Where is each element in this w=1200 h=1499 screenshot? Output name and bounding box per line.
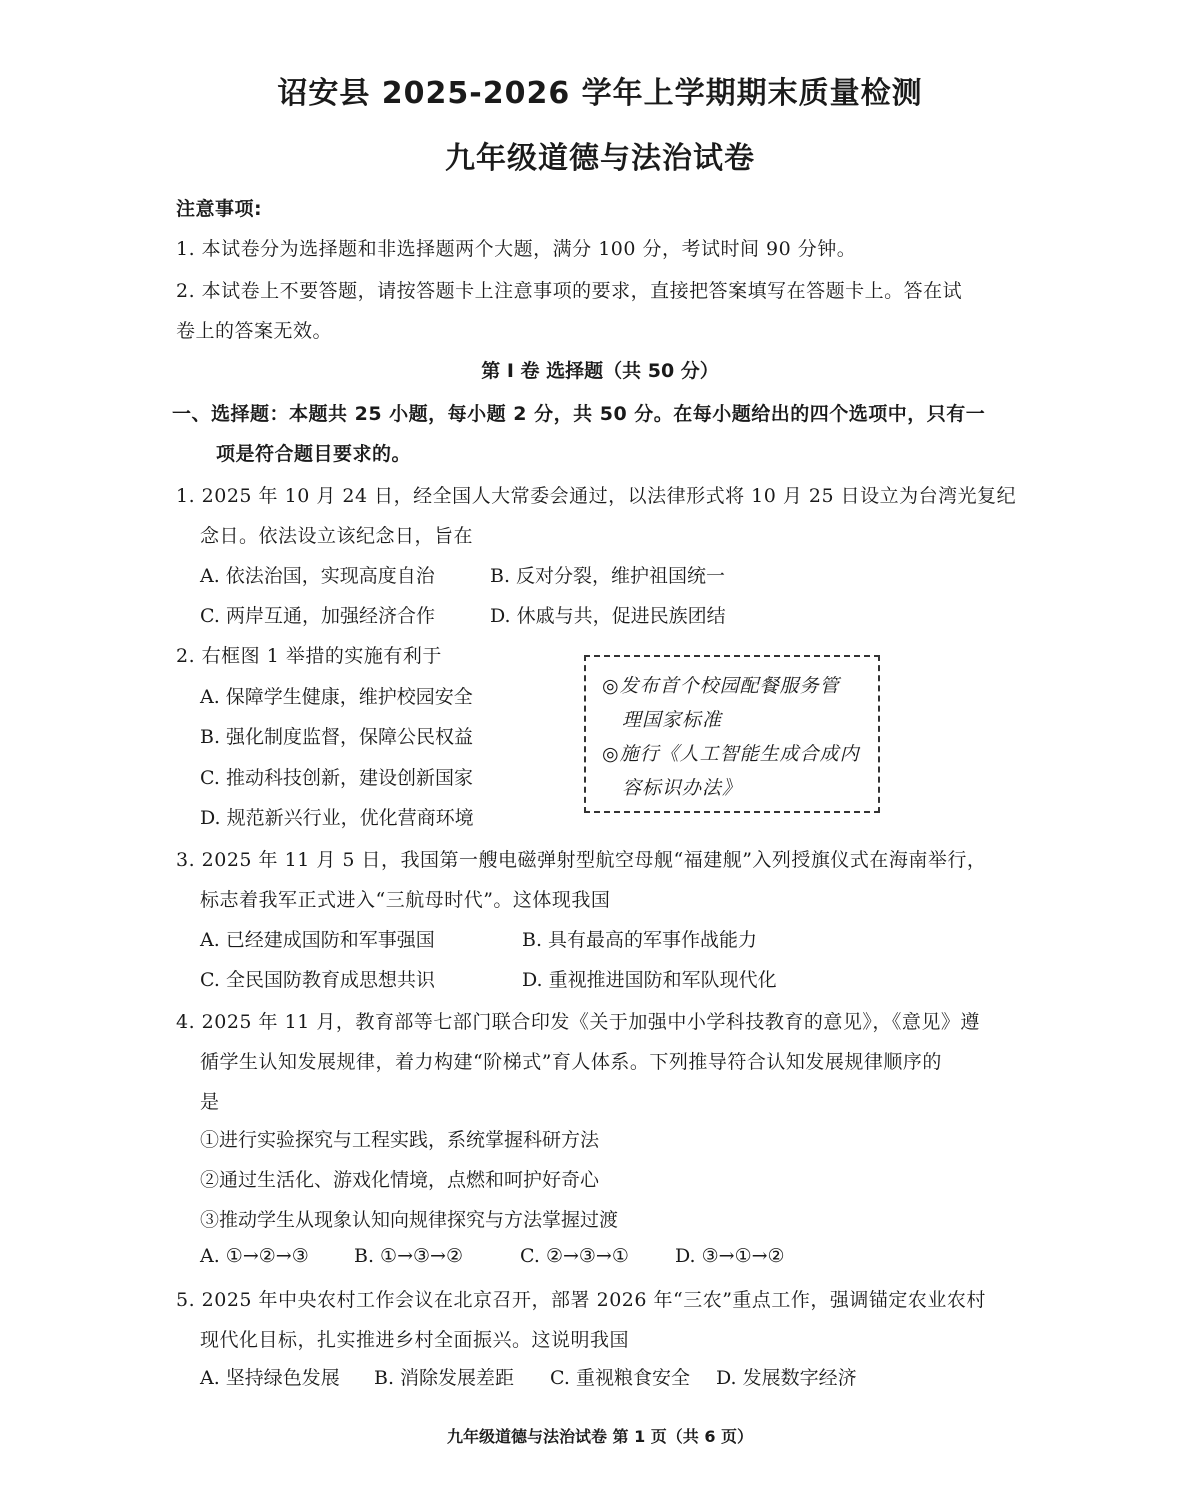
- notice-item-2-line-1: 2. 本试卷上不要答题，请按答题卡上注意事项的要求，直接把答案填写在答题卡上。答在试: [176, 280, 963, 302]
- q4-option-a: A. ①→②→③: [200, 1245, 309, 1267]
- q5-option-c: C. 重视粮食安全: [550, 1367, 690, 1389]
- q4-option-c: C. ②→③→①: [520, 1245, 629, 1267]
- section-instruction-line-1: 一、选择题：本题共 25 小题，每小题 2 分，共 50 分。在每小题给出的四个选项中，只有一: [172, 403, 986, 425]
- q1-option-d: D. 休戚与共，促进民族团结: [490, 605, 726, 627]
- q4-item-1: ①进行实验探究与工程实践，系统掌握科研方法: [200, 1129, 600, 1151]
- figure-1-line-4: 容标识办法》: [622, 777, 743, 799]
- q5-option-d: D. 发展数字经济: [716, 1367, 857, 1389]
- q1-stem-line-1: 1. 2025 年 10 月 24 日，经全国人大常委会通过，以法律形式将 10 月 25 日设立为台湾光复纪: [176, 485, 1017, 507]
- q1-stem-line-2: 念日。依法设立该纪念日，旨在: [200, 525, 474, 547]
- q3-option-c: C. 全民国防教育成思想共识: [200, 969, 435, 991]
- q3-stem-line-1: 3. 2025 年 11 月 5 日，我国第一艘电磁弹射型航空母舰“福建舰”入列授旗仪式在海南举行，: [176, 849, 987, 871]
- q4-stem-line-1: 4. 2025 年 11 月，教育部等七部门联合印发《关于加强中小学科技教育的意见》，《意见》遵: [176, 1011, 980, 1033]
- section-title: 第 I 卷 选择题（共 50 分）: [481, 360, 719, 382]
- q2-option-c: C. 推动科技创新，建设创新国家: [200, 767, 473, 789]
- figure-1-line-1: ◎发布首个校园配餐服务管: [602, 675, 840, 697]
- q3-option-b: B. 具有最高的军事作战能力: [522, 929, 758, 951]
- page-footer: 九年级道德与法治试卷 第 1 页（共 6 页）: [446, 1427, 754, 1446]
- q4-item-2: ②通过生活化、游戏化情境，点燃和呵护好奇心: [200, 1169, 600, 1191]
- notice-item-1: 1. 本试卷分为选择题和非选择题两个大题，满分 100 分，考试时间 90 分钟。: [176, 238, 857, 260]
- figure-1-line-2: 理国家标准: [622, 709, 723, 731]
- q5-option-b: B. 消除发展差距: [374, 1367, 515, 1389]
- q4-option-d: D. ③→①→②: [675, 1245, 785, 1267]
- exam-subtitle: 九年级道德与法治试卷: [445, 141, 755, 176]
- q2-option-d: D. 规范新兴行业，优化营商环境: [200, 807, 474, 829]
- q5-stem-line-1: 5. 2025 年中央农村工作会议在北京召开，部署 2026 年“三农”重点工作，强调锚定农业农村: [176, 1289, 986, 1311]
- q2-stem-line-1: 2. 右框图 1 举措的实施有利于: [176, 645, 442, 667]
- q1-option-a: A. 依法治国，实现高度自治: [200, 565, 435, 587]
- figure-1-line-3: ◎施行《人工智能生成合成内: [602, 743, 860, 765]
- notice-heading: 注意事项:: [176, 198, 263, 220]
- q2-option-a: A. 保障学生健康，维护校园安全: [200, 686, 473, 708]
- q2-option-b: B. 强化制度监督，保障公民权益: [200, 726, 474, 748]
- figure-1-box: [584, 655, 880, 813]
- q1-option-b: B. 反对分裂，维护祖国统一: [490, 565, 726, 587]
- q4-option-b: B. ①→③→②: [354, 1245, 463, 1267]
- q4-stem-line-2: 循学生认知发展规律，着力构建“阶梯式”育人体系。下列推导符合认知发展规律顺序的: [200, 1051, 942, 1073]
- q3-stem-line-2: 标志着我军正式进入“三航母时代”。这体现我国: [200, 889, 611, 911]
- notice-item-2-line-2: 卷上的答案无效。: [176, 320, 333, 342]
- q5-option-a: A. 坚持绿色发展: [200, 1367, 340, 1389]
- q3-option-a: A. 已经建成国防和军事强国: [200, 929, 435, 951]
- section-instruction-line-2: 项是符合题目要求的。: [216, 443, 412, 465]
- exam-title: 诏安县 2025-2026 学年上学期期末质量检测: [277, 76, 923, 111]
- q4-stem-line-3: 是: [200, 1091, 220, 1113]
- q5-stem-line-2: 现代化目标，扎实推进乡村全面振兴。这说明我国: [200, 1329, 630, 1351]
- q1-option-c: C. 两岸互通，加强经济合作: [200, 605, 435, 627]
- q4-item-3: ③推动学生从现象认知向规律探究与方法掌握过渡: [200, 1209, 619, 1231]
- q3-option-d: D. 重视推进国防和军队现代化: [522, 969, 777, 991]
